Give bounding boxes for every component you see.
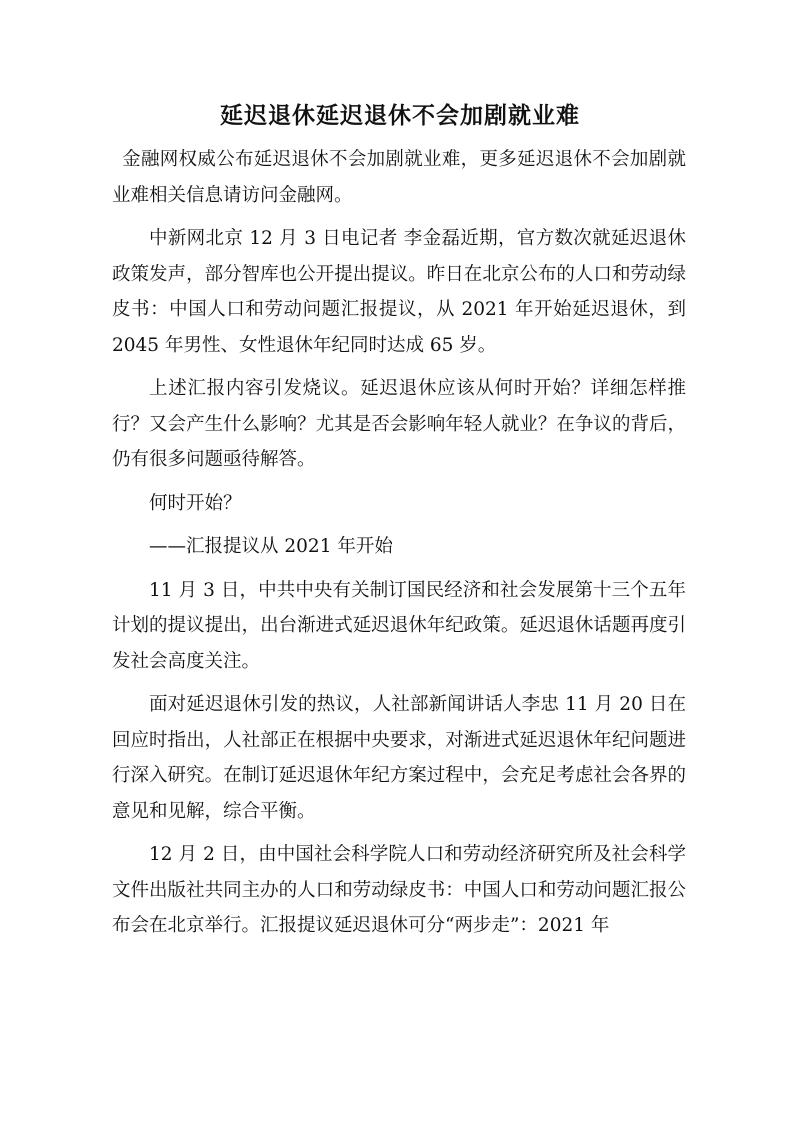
document-title: 延迟退休延迟退休不会加剧就业难 — [220, 102, 580, 129]
paragraph: 12 月 2 日，由中国社会科学院人口和劳动经济研究所及社会科学文件出版社共同主办的人口和劳动绿皮书：中国人口和劳动问题汇报公布会在北京举行。汇报提议延迟退休可分“两步走”：2021 年 — [112, 844, 686, 936]
paragraph-intro: 金融网权威公布延迟退休不会加剧就业难，更多延迟退休不会加剧就业难相关信息请访问金融网。 — [112, 149, 686, 206]
paragraph: 上述汇报内容引发烧议。延迟退休应该从何时开始？详细怎样推行？又会产生什么影响？尤其是否会影响年轻人就业？在争议的背后，仍有很多问题亟待解答。 — [112, 378, 686, 470]
paragraph: 11 月 3 日，中共中央有关制订国民经济和社会发展第十三个五年计划的提议提出，出台渐进式延迟退休年纪政策。延迟退休话题再度引发社会高度关注。 — [112, 579, 686, 672]
section-heading: 何时开始？ — [149, 492, 242, 514]
paragraph: 面对延迟退休引发的热议，人社部新闻讲话人李忠 11 月 20 日在回应时指出，人社部正在根据中央要求，对渐进式延迟退休年纪问题进行深入研究。在制订延迟退休年纪方案过程中，会充足考虑社会各界的意见和见解，综合平衡。 — [112, 694, 686, 822]
document-body — [112, 142, 686, 952]
section-subheading: ——汇报提议从 2021 年开始 — [149, 536, 393, 557]
paragraph: 中新网北京 12 月 3 日电记者 李金磊近期，官方数次就延迟退休政策发声，部分智库也公开提出提议。昨日在北京公布的人口和劳动绿皮书：中国人口和劳动问题汇报提议，从 2021 年开始延迟退休，到 2045 年男性、女性退休年纪同时达成 65 岁。 — [112, 228, 686, 356]
